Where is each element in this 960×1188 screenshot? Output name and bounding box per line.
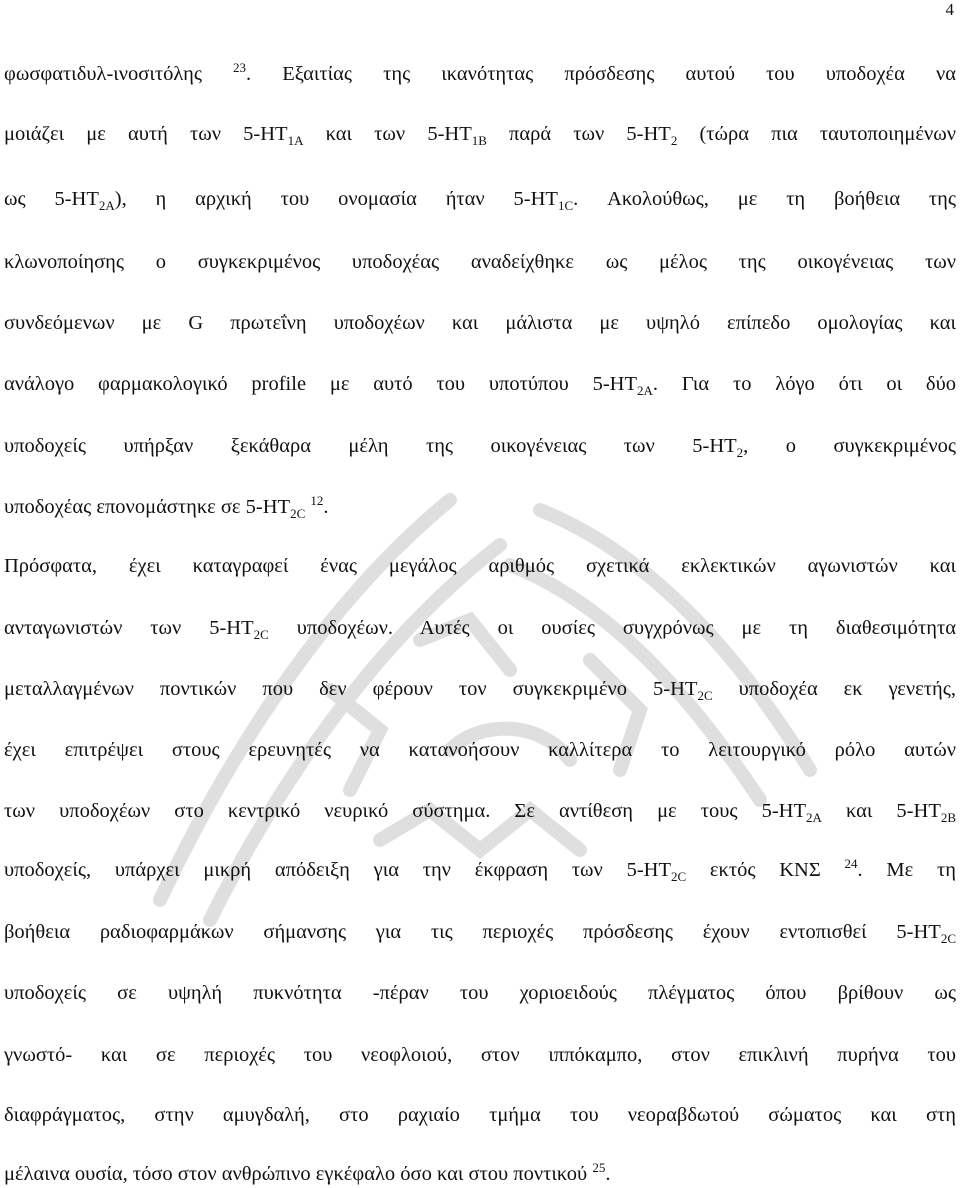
text-line bbox=[4, 918, 956, 946]
text-run: ανταγωνιστών των 5-HT bbox=[4, 617, 254, 639]
text-run: , ο συγκεκριμένος bbox=[743, 435, 956, 457]
subscript: 2C bbox=[290, 506, 306, 522]
text-run: . bbox=[605, 1163, 611, 1185]
subscript: 2C bbox=[253, 627, 269, 643]
subscript: 1A bbox=[287, 133, 304, 149]
citation-superscript: 23 bbox=[233, 60, 247, 76]
subscript: 2B bbox=[940, 810, 957, 826]
text-line bbox=[4, 432, 956, 460]
text-run: μεταλλαγμένων ποντικών που δεν φέρουν τον συγκεκριμένο 5-HT bbox=[4, 678, 698, 700]
text-run: Πρόσφατα, έχει καταγραφεί ένας μεγάλος αριθμός σχετικά εκλεκτικών αγωνιστών και bbox=[4, 555, 956, 577]
text-run: παρά των 5-HT bbox=[486, 123, 671, 145]
text-run: φωσφατιδυλ-ινοσιτόλης bbox=[4, 63, 234, 85]
text-run: . Με τη bbox=[857, 859, 956, 881]
text-run: . bbox=[323, 496, 329, 518]
text-line bbox=[4, 797, 956, 825]
subscript: 1C bbox=[557, 198, 574, 214]
page-number: 4 bbox=[945, 0, 954, 19]
subscript: 2A bbox=[805, 810, 822, 826]
text-run: γνωστό- και σε περιοχές του νεοφλοιού, στον ιππόκαμπο, στον επικλινή πυρήνα του bbox=[4, 1044, 956, 1066]
text-run: υποδοχέων. Αυτές οι ουσίες συγχρόνως με τη διαθεσιμότητα bbox=[268, 617, 956, 639]
text-line bbox=[4, 370, 956, 398]
text-run: υποδοχείς, υπάρχει μικρή απόδειξη για την έκφραση των 5-HT bbox=[4, 859, 671, 881]
subscript: 1B bbox=[471, 133, 487, 149]
text-line bbox=[4, 1160, 610, 1188]
subscript: 2C bbox=[670, 869, 687, 885]
text-run: και 5-HT bbox=[821, 800, 941, 822]
text-line bbox=[4, 493, 329, 521]
text-line bbox=[4, 979, 956, 1007]
text-run: ανάλογο φαρμακολογικό profile με αυτό του υποτύπου 5-HT bbox=[4, 373, 637, 395]
text-line bbox=[4, 736, 956, 764]
text-run: έχει επιτρέψει στους ερευνητές να κατανοήσουν καλλίτερα το λειτουργικό ρόλο αυτών bbox=[4, 739, 956, 761]
text-run: εκτός ΚΝΣ bbox=[686, 859, 845, 881]
text-run: συνδεόμενων με G πρωτεΐνη υποδοχέων και μάλιστα με υψηλό επίπεδο ομολογίας και bbox=[4, 312, 956, 334]
subscript: 2 bbox=[736, 445, 744, 461]
text-run: υποδοχέα εκ γενετής, bbox=[712, 678, 956, 700]
text-line bbox=[4, 614, 956, 642]
text-run: ), η αρχική του ονομασία ήταν 5-HT bbox=[114, 188, 558, 210]
text-run: ως 5-HT bbox=[4, 188, 99, 210]
text-line bbox=[4, 185, 956, 213]
citation-superscript: 12 bbox=[310, 493, 324, 509]
text-line bbox=[4, 309, 956, 337]
citation-superscript: 25 bbox=[592, 1160, 606, 1176]
text-run: . Εξαιτίας της ικανότητας πρόσδεσης αυτού του υποδοχέα να bbox=[246, 63, 956, 85]
text-run: διαφράγματος, στην αμυγδαλή, στο ραχιαίο τμήμα του νεοραβδωτού σώματος και στη bbox=[4, 1104, 956, 1126]
text-run: κλωνοποίησης ο συγκεκριμένος υποδοχέας αναδείχθηκε ως μέλος της οικογένειας των bbox=[4, 251, 956, 273]
text-run: των υποδοχέων στο κεντρικό νευρικό σύστημα. Σε αντίθεση με τους 5-HT bbox=[4, 800, 806, 822]
text-run: μέλαινα ουσία, τόσο στον ανθρώπινο εγκέφαλο όσο και στου ποντικού bbox=[4, 1163, 593, 1185]
text-run: (τώρα πια ταυτοποιημένων bbox=[677, 123, 956, 145]
subscript: 2A bbox=[636, 383, 653, 399]
text-line bbox=[4, 1041, 956, 1069]
text-line bbox=[4, 60, 956, 88]
text-line bbox=[4, 248, 956, 276]
text-line bbox=[4, 856, 956, 884]
text-run: μοιάζει με αυτή των 5-HT bbox=[4, 123, 288, 145]
subscript: 2A bbox=[98, 198, 115, 214]
text-line bbox=[4, 552, 956, 580]
text-run: . Για το λόγο ότι οι δύο bbox=[652, 373, 956, 395]
text-line bbox=[4, 675, 956, 703]
text-run: υποδοχείς υπήρξαν ξεκάθαρα μέλη της οικογένειας των 5-HT bbox=[4, 435, 737, 457]
citation-superscript: 24 bbox=[844, 856, 858, 872]
subscript: 2 bbox=[670, 133, 678, 149]
subscript: 2C bbox=[697, 688, 713, 704]
text-line bbox=[4, 120, 956, 148]
subscript: 2C bbox=[940, 931, 956, 947]
text-run: και των 5-HT bbox=[303, 123, 472, 145]
text-run: βοήθεια ραδιοφαρμάκων σήμανσης για τις περιοχές πρόσδεσης έχουν εντοπισθεί 5-HT bbox=[4, 921, 941, 943]
text-run: . Ακολούθως, με τη βοήθεια της bbox=[573, 188, 956, 210]
text-line bbox=[4, 1101, 956, 1129]
text-run: υποδοχείς σε υψηλή πυκνότητα -πέραν του χοριοειδούς πλέγματος όπου βρίθουν ως bbox=[4, 982, 956, 1004]
text-run: υποδοχέας επονομάστηκε σε 5-HT bbox=[4, 496, 291, 518]
